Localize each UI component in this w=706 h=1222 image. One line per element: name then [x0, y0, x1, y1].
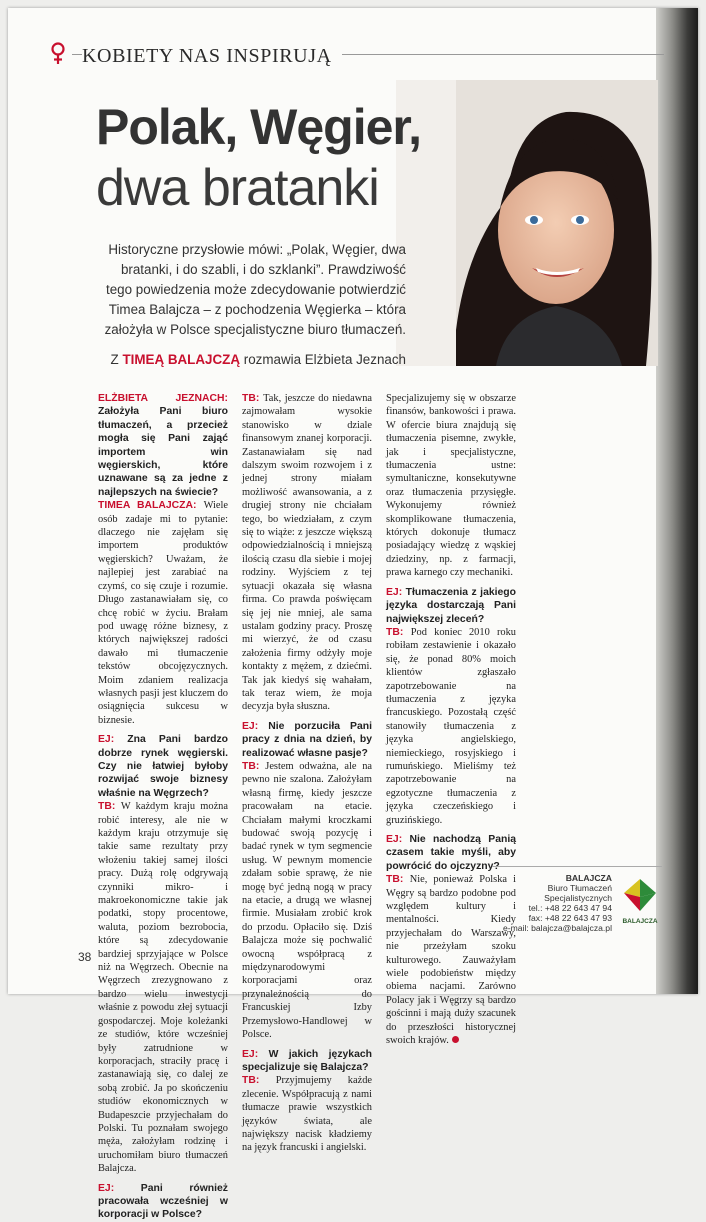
company-contact-box — [492, 866, 662, 934]
speaker-label: EJ: — [386, 834, 410, 845]
credit-interviewee: TIMEĄ BALAJCZĄ — [122, 352, 240, 367]
company-email: e-mail: balajcza@balajcza.pl — [502, 923, 612, 933]
interview-question — [242, 720, 372, 760]
paragraph-text: Nie, ponieważ Polska i Węgry są bardzo podobne pod względem kultury i mentalności. Kiedy przyjechałam do Warszawy, nie przeżyłam szoku kulturowego. Zauważyłam wiele podobieństw między obiema nacjami. Zarówno Polacy jak i Węgrzy są bardzo gościnni i mają duży szacunek do przeszłości historycznej swoich krajów. — [386, 874, 516, 1047]
section-title: KOBIETY NAS INSPIRUJĄ — [82, 45, 342, 68]
paragraph-text: W jakich językach specjalizuje się Balajcza? — [242, 1048, 372, 1073]
paragraph-text: W każdym kraju można robić interesy, ale nie w każdym kraju otrzymuje się takie same rezultaty przy włożeniu takiej samej ilości pracy. Dużą rolę odgrywają czynniki mikro- i makroekonomiczne takie jak podatki, stopy procentowe, waluta, poziom bezrobocia, które są zdecydowanie bardziej sprzyjające w Polsce niż na Węgrzech. Obecnie na Węgrzech zrezygnowano z bardzo wielu inwestycji właśnie z powodu złej sytuacji gospodarczej. Moje koleżanki ze studiów, które wcześniej były zatrudnione w korporacjach, straciły pracę i zastanawiają się, co dalej ze sobą zrobić. Ja po skończeniu studiów ekonomicznych w Budapeszcie przyjechałam do Polski. Tu poznałam swojego męża, założyłam rodzinę i uruchomiłam biuro tłumaczeń Balajcza. — [98, 801, 228, 1175]
interview-answer — [386, 392, 516, 580]
speaker-label: ELŻBIETA JEZNACH: — [98, 393, 228, 404]
paragraph-text: Wiele osób zadaje mi to pytanie: dlaczego nie zajęłam się importem produktów węgierskich? Uważam, że najlepiej jest zarabiać na czymś, co się czuje i rozumie. Długo zastanawiałam się, co chcę robić w życiu. Brałam pod uwagę różne biznesy, z których największej radości dawało mi tłumaczenie tekstów obcojęzycznych. Moim zdaniem realizacja własnych pasji jest kluczem do osiągnięcia sukcesu w biznesie. — [98, 500, 228, 726]
speaker-label: EJ: — [242, 720, 269, 732]
page-binding-shadow — [656, 8, 698, 994]
headline-line-2: dwa bratanki — [96, 159, 379, 217]
speaker-label: TB: — [242, 1075, 276, 1087]
speaker-label: EJ: — [386, 586, 406, 598]
portrait-photo — [396, 80, 658, 366]
company-name: BALAJCZA — [565, 873, 612, 883]
interview-answer — [242, 760, 372, 1042]
credit-suffix: rozmawia Elżbieta Jeznach — [243, 352, 406, 367]
paragraph-text: Specjalizujemy się w obszarze finansów, bankowości i prawa. W ofercie biura znajdują się tłumaczenia pisemne, zwykłe, jak i specjalistyczne, tłumaczenia ustne: symultaniczne, konsekutywne oraz tłumaczenia przysięgłe. Wykonujemy również skomplikowane tłumaczenia, których dokonuje tłumacz posiadający wiedzę z wąskiej dziedziny, np. z farmacji, prawa karnego czy mechaniki. — [386, 393, 516, 579]
interview-answer — [242, 392, 372, 714]
paragraph-text: Pani również pracowała wcześniej w korporacji w Polsce? — [98, 1182, 229, 1221]
magazine-page — [8, 8, 698, 1221]
page-number: 38 — [78, 950, 92, 964]
interview-question — [386, 586, 516, 626]
speaker-label: TB: — [242, 393, 264, 404]
company-phone: tel.: +48 22 643 47 94 — [528, 903, 612, 913]
paragraph-text: Tak, jeszcze do niedawna zajmowałam wysokie stanowisko w dziale finansowym znanej korporacji. Zastanawiałam się nad dalszym swoim rozwojem i z jednej strony miałam możliwość awansowania, a z drugiej strony nie chciałam tego, bo wiedziałam, z czym się to wiąże: z jeszcze większą odpowiedzialnością i mniejszą ilością czasu dla siebie i mojej rodziny. Wyjściem z tej sytuacji okazała się własna firma. Co prawda poświęcam się jej nie mniej, ale sama ustalam godziny pracy. Proszę mi wierzyć, że od czasu założenia firmy odżyły moje kontakty z mężem, z dziećmi. Tak jak kiedyś się wahałam, tak teraz wiem, że moja decyzja była słuszna. — [242, 393, 373, 713]
interview-question — [98, 392, 228, 499]
paragraph-text: Nie nachodzą Panią czasem takie myśli, aby powrócić do ojczyzny? — [386, 834, 516, 872]
speaker-label: TB: — [98, 801, 121, 813]
company-fax: fax: +48 22 643 47 93 — [528, 913, 612, 923]
credit-prefix: Z — [110, 352, 119, 367]
headline-line-1: Polak, Węgier, — [96, 99, 422, 155]
speaker-label: TB: — [242, 760, 266, 772]
paragraph-text: Tłumaczenia z jakiego języka dostarczają Pani największej zleceń? — [386, 586, 516, 625]
paragraph-text: Jestem odważna, ale na pewno nie szalona. Założyłam własną firmę, kiedy jeszcze pracowałam na etacie. Chciałam małymi kroczkami budować swoją pozycję i badać rynek w tym segmencie usług. W pewnym momencie zdałam sobie sprawę, że nie mogę być jedną nogą w pracy na etacie, a drugą we własnej firmie. Musiałam zrobić krok do przodu. Opłaciło się. Dziś Balajcza może się pochwalić owocną współpracą z międzynarodowymi korporacjami oraz przynależnością do Francuskiej Izby Przemysłowo-Handlowej w Polsce. — [242, 760, 373, 1041]
article-column-3 — [386, 392, 516, 1052]
speaker-label: EJ: — [98, 1182, 141, 1194]
interview-question — [242, 1048, 372, 1075]
interview-answer — [386, 626, 516, 827]
article-column-2 — [242, 392, 372, 1159]
paragraph-text: Nie porzuciła Pani pracy z dnia na dzień, by realizować własne pasje? — [242, 720, 372, 759]
speaker-label: EJ: — [98, 734, 128, 746]
balajcza-logo-icon — [620, 875, 660, 915]
interview-question — [98, 733, 228, 800]
paragraph-text: Zna Pani bardzo dobrze rynek węgierski. Czy nie łatwiej byłoby rozwijać swoje biznesy właśnie na Węgrzech? — [98, 734, 229, 799]
female-symbol-icon — [44, 42, 72, 71]
interview-question — [98, 1182, 228, 1222]
company-subtitle: Biuro Tłumaczeń Specjalistycznych — [544, 883, 612, 903]
article-column-1 — [98, 392, 228, 1222]
logo-wordmark: BALAJCZA — [622, 918, 658, 925]
speaker-label: EJ: — [242, 1048, 269, 1060]
lead-paragraph: Historyczne przysłowie mówi: „Polak, Węgier, dwa bratanki, i do szabli, i do szklanki”. Prawdziwość tego powiedzenia może zdecydowanie potwierdzić Timea Balajcza – z pochodzenia Węgierka – która założyła w Polsce specjalistyczne biuro tłumaczeń. — [104, 242, 406, 337]
interview-answer — [242, 1074, 372, 1154]
paragraph-text: Założyła Pani biuro tłumaczeń, a przecież mogła się Pani zająć importem win węgierskich, które uznawane są za jedne z najlepszych na świecie? — [98, 406, 228, 498]
interview-answer — [98, 499, 228, 727]
speaker-label: TB: — [386, 626, 411, 638]
speaker-label: TIMEA BALAJCZA: — [98, 500, 204, 512]
speaker-label: TB: — [386, 874, 410, 886]
paragraph-text: Pod koniec 2010 roku robiłam zestawienie i okazało się, że ponad 80% moich klientów zgłaszało zapotrzebowanie na tłumaczenia z języka francuskiego. Pozostałą część stanowiły tłumaczenia z języka angielskiego, niemieckiego, rosyjskiego i rumuńskiego. Mieliśmy też zapotrzebowanie na egzotyczne tłumaczenia z języka czeczeńskiego i gruzińskiego. — [386, 626, 516, 826]
interview-credit — [104, 350, 406, 370]
end-mark-icon — [452, 1036, 459, 1043]
interview-answer — [98, 800, 228, 1175]
paragraph-text: Przyjmujemy każde zlecenie. Współpracują z nami tłumacze prawie wszystkich języków świata, ale największy nacisk kładziemy na język francuski i angielski. — [242, 1075, 373, 1154]
section-header — [44, 38, 664, 74]
